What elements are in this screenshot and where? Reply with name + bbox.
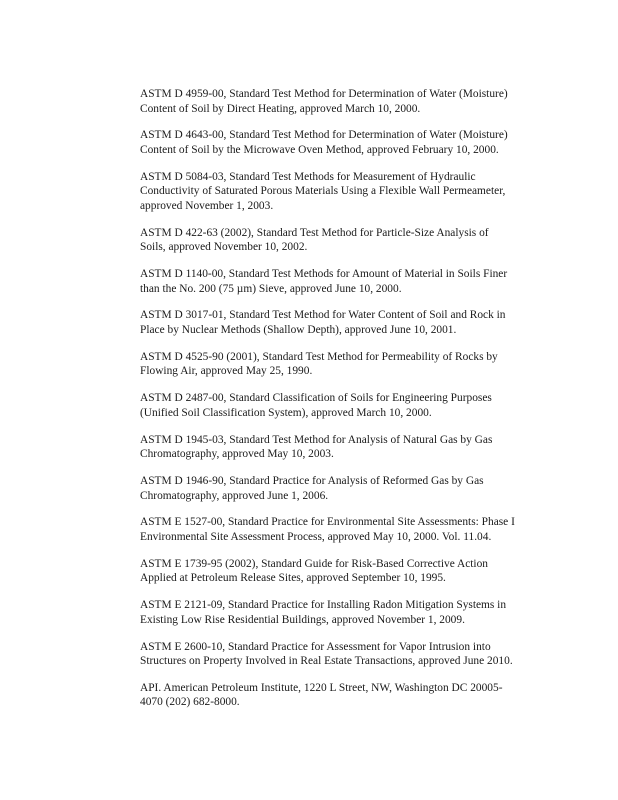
reference-line: approved November 1, 2003. xyxy=(140,199,274,212)
reference-line: than the No. 200 (75 µm) Sieve, approved June 10, 2000. xyxy=(140,282,402,295)
reference-entry xyxy=(140,350,540,379)
reference-entry xyxy=(140,308,540,337)
reference-line: ASTM D 4959-00, Standard Test Method for Determination of Water (Moisture) xyxy=(140,88,508,100)
reference-entry xyxy=(140,267,540,296)
reference-entry xyxy=(140,640,540,669)
reference-line: ASTM D 1946-90, Standard Practice for Analysis of Reformed Gas by Gas xyxy=(140,475,484,488)
reference-line: ASTM E 1739-95 (2002), Standard Guide for Risk-Based Corrective Action xyxy=(140,557,488,570)
reference-line: ASTM D 1945-03, Standard Test Method for Analysis of Natural Gas by Gas xyxy=(140,433,493,446)
reference-line: ASTM E 2600-10, Standard Practice for Assessment for Vapor Intrusion into xyxy=(140,640,491,653)
reference-entry xyxy=(140,557,540,586)
reference-line: Chromatography, approved May 10, 2003. xyxy=(140,448,334,461)
reference-list xyxy=(140,87,540,722)
reference-line: ASTM D 4643-00, Standard Test Method for Determination of Water (Moisture) xyxy=(140,129,508,142)
reference-line: Content of Soil by Direct Heating, approved March 10, 2000. xyxy=(140,102,421,115)
reference-entry xyxy=(140,598,540,627)
reference-entry xyxy=(140,128,540,157)
reference-line: ASTM E 1527-00, Standard Practice for Environmental Site Assessments: Phase I xyxy=(140,516,515,529)
reference-entry xyxy=(140,474,540,503)
reference-entry xyxy=(140,391,540,420)
reference-line: Conductivity of Saturated Porous Materials Using a Flexible Wall Permeameter, xyxy=(140,185,506,198)
reference-line: ASTM D 1140-00, Standard Test Methods for Amount of Material in Soils Finer xyxy=(140,268,508,281)
reference-line: ASTM D 2487-00, Standard Classification of Soils for Engineering Purposes xyxy=(140,392,492,405)
reference-line: (Unified Soil Classification System), approved March 10, 2000. xyxy=(140,406,432,419)
reference-line: Structures on Property Involved in Real Estate Transactions, approved June 2010. xyxy=(140,655,513,668)
reference-line: Content of Soil by the Microwave Oven Method, approved February 10, 2000. xyxy=(140,143,499,156)
reference-line: Flowing Air, approved May 25, 1990. xyxy=(140,365,313,378)
reference-line: API. American Petroleum Institute, 1220 L Street, NW, Washington DC 20005- xyxy=(140,681,503,694)
reference-entry xyxy=(140,681,540,710)
reference-entry xyxy=(140,170,540,214)
reference-line: Applied at Petroleum Release Sites, approved September 10, 1995. xyxy=(140,572,446,585)
reference-line: ASTM D 5084-03, Standard Test Methods for Measurement of Hydraulic xyxy=(140,170,476,183)
reference-line: ASTM D 3017-01, Standard Test Method for Water Content of Soil and Rock in xyxy=(140,309,506,322)
reference-line: ASTM E 2121-09, Standard Practice for Installing Radon Mitigation Systems in xyxy=(140,599,507,612)
reference-entry xyxy=(140,226,540,255)
reference-line: Soils, approved November 10, 2002. xyxy=(140,241,308,254)
reference-line: Existing Low Rise Residential Buildings, approved November 1, 2009. xyxy=(140,613,465,626)
reference-entry xyxy=(140,515,540,544)
reference-entry xyxy=(140,433,540,462)
reference-line: 4070 (202) 682-8000. xyxy=(140,696,240,709)
reference-line: ASTM D 422-63 (2002), Standard Test Method for Particle-Size Analysis of xyxy=(140,226,489,239)
reference-line: Place by Nuclear Methods (Shallow Depth), approved June 10, 2001. xyxy=(140,323,457,336)
reference-line: Environmental Site Assessment Process, approved May 10, 2000. Vol. 11.04. xyxy=(140,530,492,543)
reference-entry xyxy=(140,87,540,116)
reference-line: ASTM D 4525-90 (2001), Standard Test Method for Permeability of Rocks by xyxy=(140,350,498,363)
reference-line: Chromatography, approved June 1, 2006. xyxy=(140,489,329,502)
